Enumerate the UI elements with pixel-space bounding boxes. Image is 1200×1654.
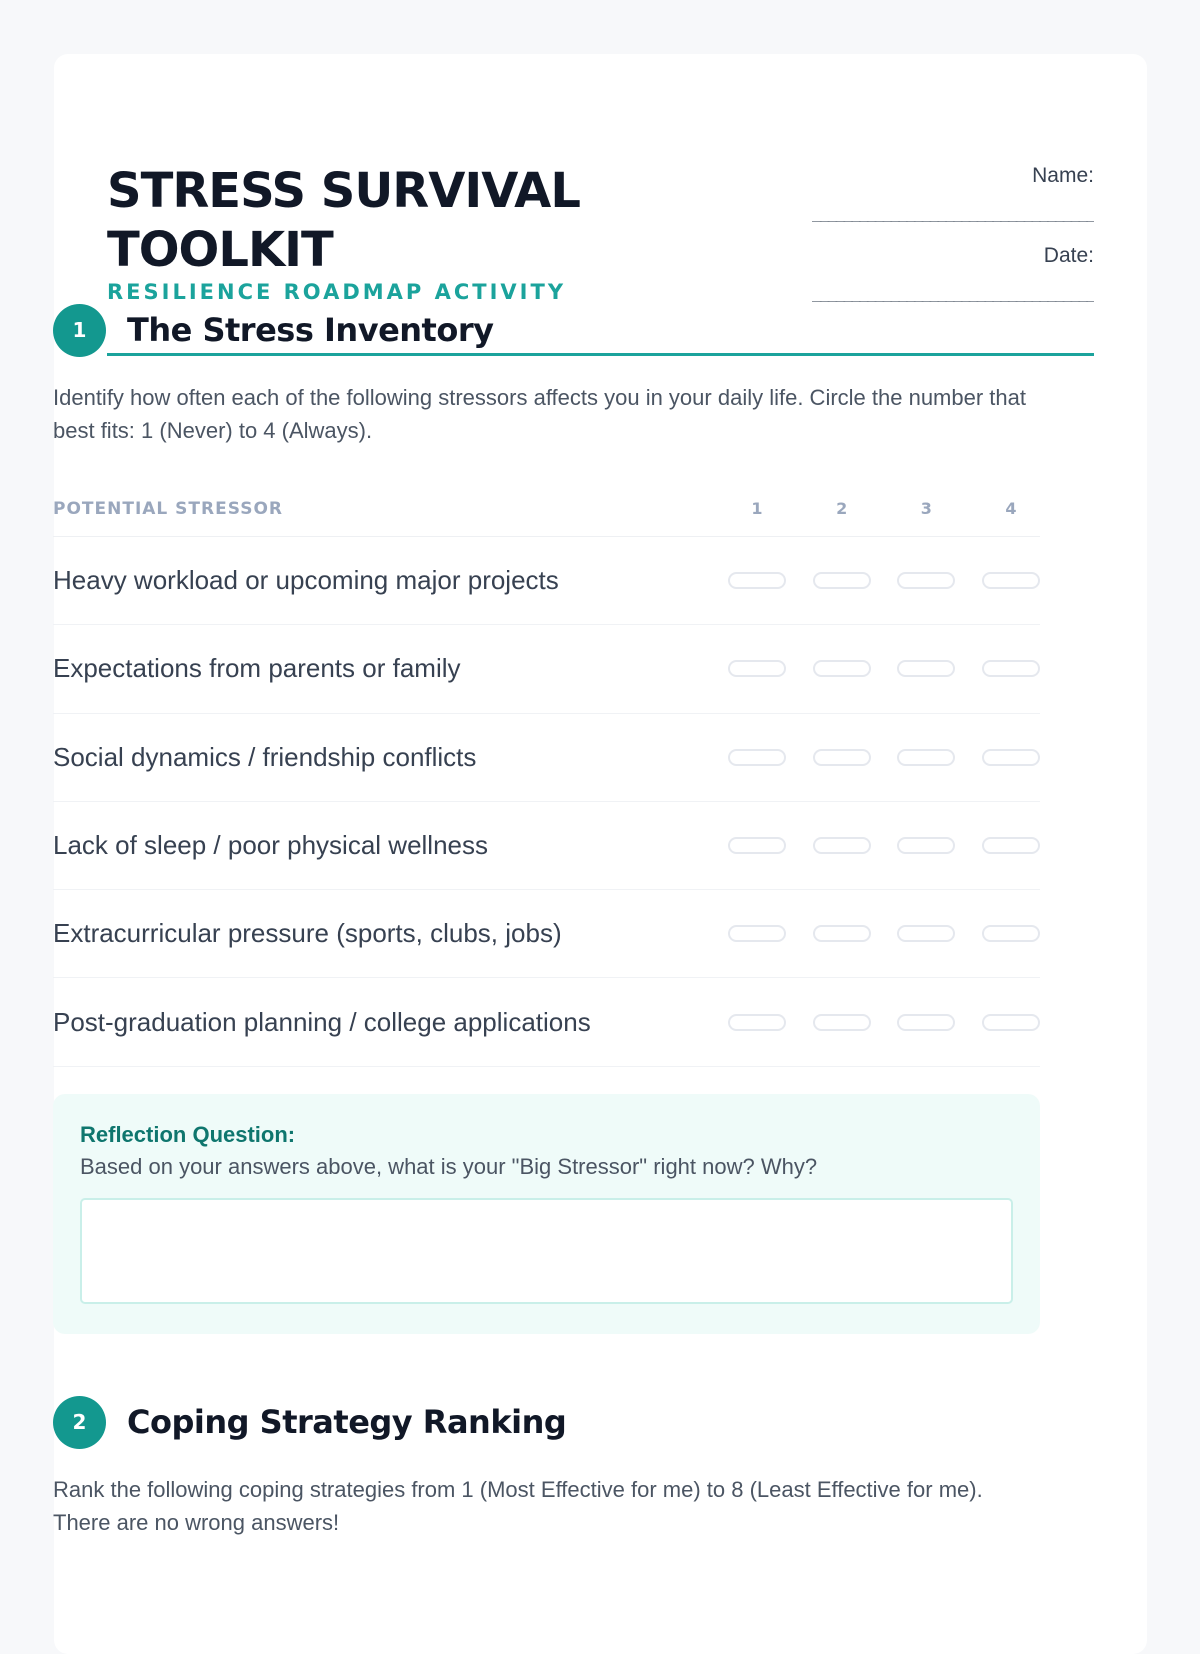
- reflection-title: Reflection Question:: [80, 1121, 296, 1147]
- date-label: Date:: [1043, 244, 1094, 267]
- page-subtitle: RESILIENCE ROADMAP ACTIVITY: [107, 280, 567, 304]
- section-number-badge: 2: [53, 1396, 106, 1449]
- section-number-badge: 1: [53, 304, 106, 357]
- rating-option-4[interactable]: [982, 1014, 1040, 1031]
- scale-header: [728, 499, 1040, 518]
- table-row: [53, 802, 1040, 890]
- rating-options: [728, 749, 1040, 766]
- rating-option-3[interactable]: [897, 749, 955, 766]
- name-label: Name:: [1032, 164, 1094, 187]
- rating-option-1[interactable]: [728, 925, 786, 942]
- rating-option-2[interactable]: [813, 925, 871, 942]
- date-blank-line[interactable]: ____________________________________: [812, 284, 1094, 302]
- table-row: [53, 625, 1040, 713]
- rating-options: [728, 660, 1040, 677]
- rating-option-4[interactable]: [982, 660, 1040, 677]
- section-description: Rank the following coping strategies from 1 (Most Effective for me) to 8 (Least Effective for me). There are no wrong answers!: [53, 1477, 983, 1535]
- section-title: Coping Strategy Ranking: [127, 1403, 567, 1441]
- rating-options: [728, 925, 1040, 942]
- section-stress-inventory: [53, 303, 1040, 1334]
- name-field[interactable]: [654, 164, 1094, 222]
- scale-header-2: 2: [836, 499, 848, 518]
- rating-option-4[interactable]: [982, 572, 1040, 589]
- section-heading: [53, 303, 1040, 357]
- reflection-answer-field[interactable]: [80, 1198, 1013, 1304]
- rating-option-4[interactable]: [982, 749, 1040, 766]
- rating-options: [728, 837, 1040, 854]
- section-heading: [53, 1395, 1040, 1449]
- section-description: Identify how often each of the following stressors affects you in your daily life. Circle the number that best fits: 1 (Never) to 4 (Always).: [53, 385, 1026, 443]
- rating-option-1[interactable]: [728, 749, 786, 766]
- table-header: [53, 481, 1040, 537]
- rating-option-2[interactable]: [813, 749, 871, 766]
- rating-option-4[interactable]: [982, 925, 1040, 942]
- page-title: STRESS SURVIVAL TOOLKIT: [107, 163, 580, 278]
- section-coping-strategy-ranking: [53, 1395, 1040, 1539]
- table-row: [53, 537, 1040, 625]
- date-field[interactable]: [654, 244, 1094, 302]
- rating-option-2[interactable]: [813, 1014, 871, 1031]
- rating-option-2[interactable]: [813, 660, 871, 677]
- rating-option-3[interactable]: [897, 660, 955, 677]
- name-blank-line[interactable]: ____________________________________: [812, 204, 1094, 222]
- rating-option-2[interactable]: [813, 572, 871, 589]
- stressor-label: Post-graduation planning / college applications: [53, 1006, 591, 1037]
- stressor-table: [53, 481, 1040, 1067]
- stressor-label: Extracurricular pressure (sports, clubs, jobs): [53, 918, 562, 949]
- rating-option-3[interactable]: [897, 572, 955, 589]
- scale-header-3: 3: [920, 499, 932, 518]
- scale-header-1: 1: [751, 499, 763, 518]
- table-row: [53, 978, 1040, 1066]
- table-row: [53, 714, 1040, 802]
- reflection-question: Based on your answers above, what is your "Big Stressor" right now? Why?: [80, 1153, 818, 1179]
- rating-option-2[interactable]: [813, 837, 871, 854]
- rating-options: [728, 572, 1040, 589]
- reflection-box: [53, 1094, 1040, 1334]
- section-title: The Stress Inventory: [127, 311, 494, 349]
- rating-option-1[interactable]: [728, 1014, 786, 1031]
- rating-option-3[interactable]: [897, 925, 955, 942]
- rating-option-1[interactable]: [728, 660, 786, 677]
- stressor-label: Expectations from parents or family: [53, 653, 461, 684]
- rating-options: [728, 1014, 1040, 1031]
- stressor-label: Heavy workload or upcoming major projects: [53, 565, 559, 596]
- scale-header-4: 4: [1005, 499, 1017, 518]
- rating-option-3[interactable]: [897, 837, 955, 854]
- rating-option-3[interactable]: [897, 1014, 955, 1031]
- stressor-label: Social dynamics / friendship conflicts: [53, 741, 477, 772]
- column-header-stressor: POTENTIAL STRESSOR: [53, 498, 283, 519]
- rating-option-1[interactable]: [728, 837, 786, 854]
- rating-option-4[interactable]: [982, 837, 1040, 854]
- stressor-label: Lack of sleep / poor physical wellness: [53, 830, 489, 861]
- table-row: [53, 890, 1040, 978]
- rating-option-1[interactable]: [728, 572, 786, 589]
